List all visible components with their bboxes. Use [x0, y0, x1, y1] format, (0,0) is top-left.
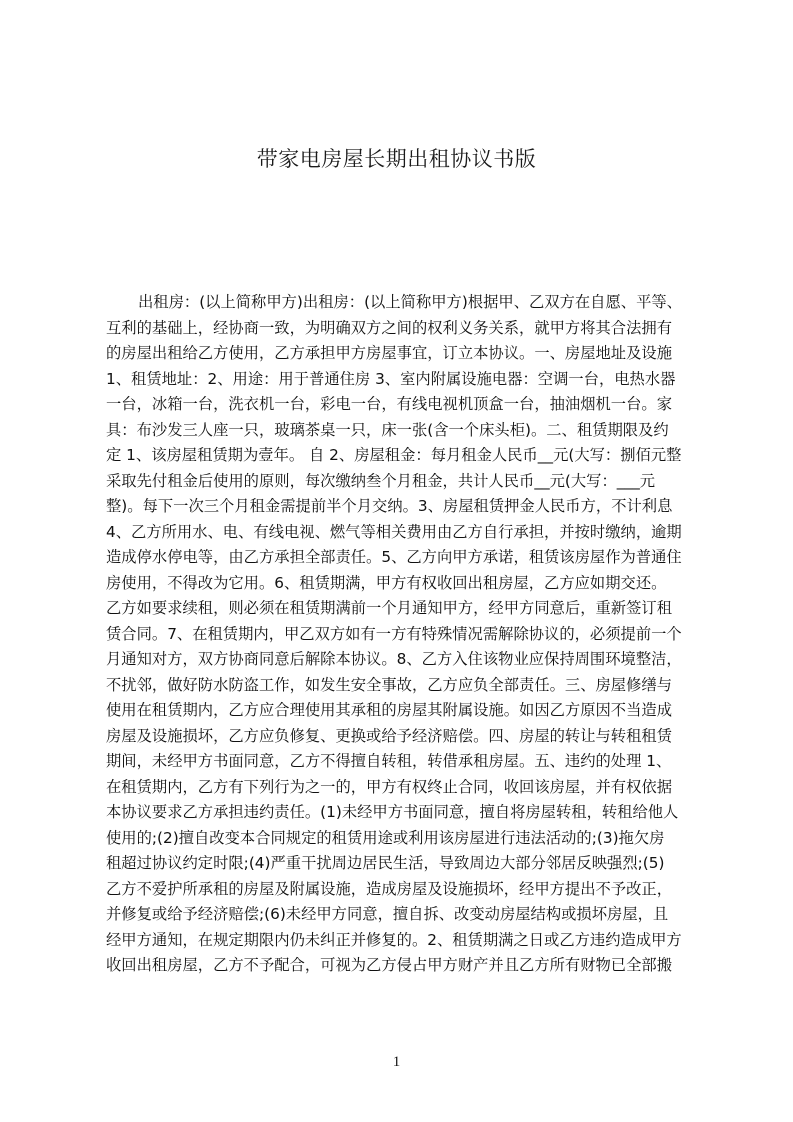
body-line: 房使用，不得改为它用。6、租赁期满，甲方有权收回出租房屋，乙方应如期交还。 [106, 573, 667, 592]
body-line: 的房屋出租给乙方使用，乙方承担甲方房屋事宜，订立本协议。一、房屋地址及设施 [106, 344, 672, 362]
body-line: 在租赁期内，乙方有下列行为之一的，甲方有权终止合同，收回该房屋，并有权依据 [106, 777, 672, 796]
body-line: 出租房：(以上简称甲方)出租房：(以上简称甲方)根据甲、乙双方在自愿、平等、 [138, 293, 682, 311]
body-line: 收回出租房屋，乙方不予配合，可视为乙方侵占甲方财产并且乙方所有财物已全部搬 [106, 956, 672, 974]
body-line: 本协议要求乙方承担违约责任。(1)未经甲方书面同意，擅自将房屋转租，转租给他人 [106, 803, 679, 821]
body-line: 使用的;(2)擅自改变本合同规定的租赁用途或利用该房屋进行违法活动的;(3)拖欠房 [106, 828, 665, 847]
document-title: 带家电房屋长期出租协议书版 [256, 147, 537, 171]
body-line: 并修复或给予经济赔偿;(6)未经甲方同意，擅自拆、改变动房屋结构或损坏房屋，且 [106, 905, 669, 923]
body-line: 采取先付租金后使用的原则，每次缴纳叁个月租金，共计人民币__元(大写：___元 [106, 471, 656, 490]
body-line: 定 1、该房屋租赁期为壹年。 自 2、房屋租金：每月租金人民币__元(大写：捌佰元整 [106, 446, 682, 464]
body-line: 一台，冰箱一台，洗衣机一台，彩电一台，有线电视机顶盒一台，抽油烟机一台。家 [106, 395, 672, 413]
body-line: 整)。每下一次三个月租金需提前半个月交纳。3、房屋租赁押金人民币方，不计利息 [106, 497, 673, 515]
body-line: 具：布沙发三人座一只，玻璃茶桌一只，床一张(含一个床头柜)。二、租赁期限及约 [106, 420, 669, 439]
document-body [106, 290, 700, 979]
body-line: 4、乙方所用水、电、有线电视、燃气等相关费用由乙方自行承担，并按时缴纳，逾期 [106, 522, 682, 541]
body-line: 造成停水停电等，由乙方承担全部责任。5、乙方向甲方承诺，租赁该房屋作为普通住 [106, 548, 682, 566]
body-line: 月通知对方，双方协商同意后解除本协议。8、乙方入住该物业应保持周围环境整洁， [106, 650, 682, 668]
body-line: 乙方不爱护所承租的房屋及附属设施，造成房屋及设施损坏，经甲方提出不予改正， [106, 879, 672, 898]
body-line: 1、租赁地址：2、用途：用于普通住房 3、室内附属设施电器：空调一台，电热水器 [106, 369, 676, 388]
page-number: 1 [392, 1054, 401, 1070]
body-line: 租超过协议约定时限;(4)严重干扰周边居民生活，导致周边大部分邻居反映强烈;(5) [106, 854, 665, 872]
body-line: 不扰邻，做好防水防盗工作，如发生安全事故，乙方应负全部责任。三、房屋修缮与 [106, 675, 672, 694]
body-line: 房屋及设施损坏，乙方应负修复、更换或给予经济赔偿。四、房屋的转让与转租租赁 [106, 726, 672, 745]
body-line: 使用在租赁期内，乙方应合理使用其承租的房屋其附属设施。如因乙方原因不当造成 [106, 701, 672, 719]
body-line: 乙方如要求续租，则必须在租赁期满前一个月通知甲方，经甲方同意后，重新签订租 [106, 599, 672, 617]
body-line: 经甲方通知，在规定期限内仍未纠正并修复的。2、租赁期满之日或乙方违约造成甲方 [106, 930, 682, 949]
body-line: 赁合同。7、在租赁期内，甲乙双方如有一方有特殊情况需解除协议的，必须提前一个 [106, 624, 682, 643]
body-line: 互利的基础上，经协商一致，为明确双方之间的权利义务关系，就甲方将其合法拥有 [106, 318, 672, 337]
body-line: 期间，未经甲方书面同意，乙方不得擅自转租，转借承租房屋。五、违约的处理 1、 [106, 752, 672, 770]
